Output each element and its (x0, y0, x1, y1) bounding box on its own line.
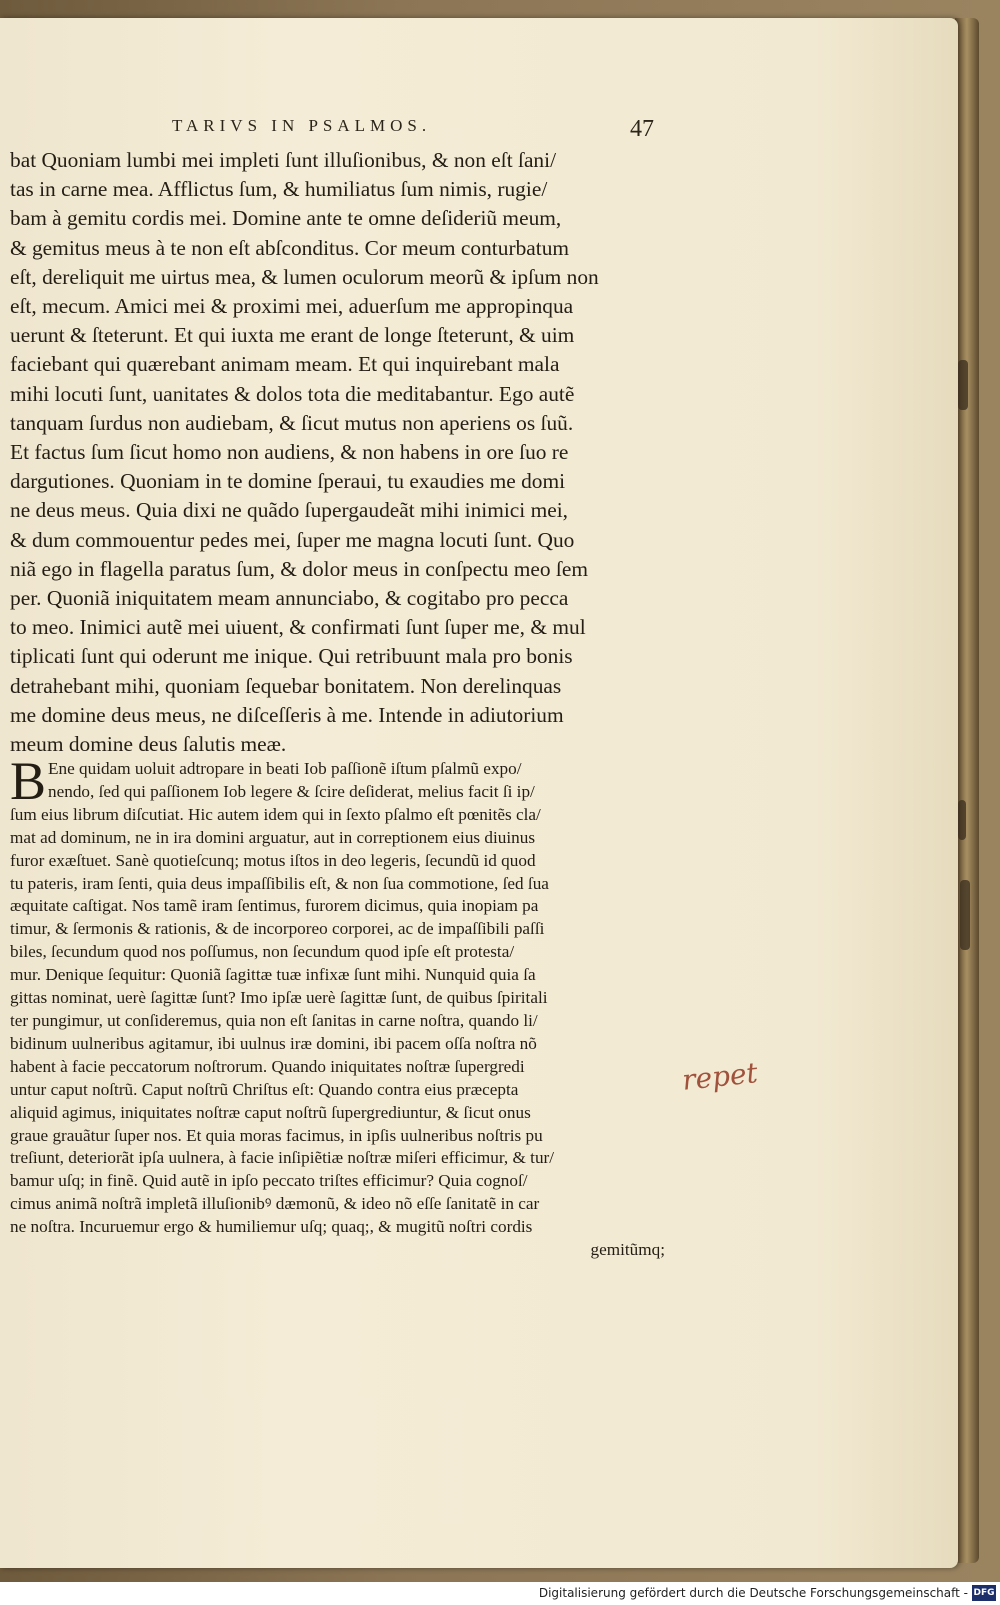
psalm-line: bat Quoniam lumbi mei impleti ſunt illuſionibus, & non eſt ſani/ (10, 148, 557, 172)
psalm-line: bam à gemitu cordis mei. Domine ante te omne deſideriũ meum, (10, 206, 562, 231)
footer-bar (0, 1582, 1000, 1605)
psalm-line: tanquam ſurdus non audiebam, & ſicut mutus non aperiens os ſuũ. (10, 410, 574, 435)
commentary-line: gittas nominat, uerè ſagittæ ſunt? Imo ipſæ uerè ſagittæ ſunt, de quibus ſpiritali (10, 988, 548, 1008)
handwritten-annotation: repet (680, 1056, 760, 1097)
psalm-line: uerunt & ſteterunt. Et qui iuxta me erant de longe ſteterunt, & uim (10, 323, 575, 348)
psalm-line: dargutiones. Quoniam in te domine ſperaui, tu exaudies me domi (10, 469, 566, 494)
commentary-line: untur caput noſtrũ. Caput noſtrũ Chriſtus eſt: Quando contra eius præcepta (10, 1079, 519, 1099)
psalm-line: niã ego in flagella paratus ſum, & dolor meus in conſpectu meo ſem (10, 556, 588, 581)
dfg-logo: DFG (972, 1585, 996, 1601)
psalm-line: Et factus ſum ſicut homo non audiens, & non habens in ore ſuo re (10, 440, 569, 465)
margin-ink-mark (960, 880, 970, 950)
psalm-line: tiplicati ſunt qui oderunt me inique. Qui retribuunt mala pro bonis (10, 644, 573, 669)
psalm-line: & dum commouentur pedes mei, ſuper me magna locuti ſunt. Quo (10, 527, 575, 552)
psalm-line: to meo. Inimici autẽ mei uiuent, & confirmati ſunt ſuper me, & mul (10, 615, 586, 640)
commentary-line: ſum eius librum diſcutiat. Hic autem idem qui in ſexto pſalmo eſt pœnitẽs cla/ (10, 804, 541, 824)
margin-ink-mark (958, 360, 968, 410)
psalm-line: meum domine deus ſalutis meæ. (10, 732, 287, 757)
commentary-line: ne noſtra. Incuruemur ergo & humiliemur uſq; quaq;, & mugitũ noſtri cordis (10, 1217, 533, 1237)
page-number: 47 (630, 116, 654, 142)
psalm-line: & gemitus meus à te non eſt abſconditus. Cor meum conturbatum (10, 235, 570, 260)
psalm-line: ne deus meus. Quia dixi ne quãdo ſupergaudeãt mihi inimici mei, (10, 498, 569, 523)
running-head: TARIVS IN PSALMOS. (172, 116, 432, 135)
commentary-line: habent à facie peccatorum noſtrorum. Quando iniquitates noſtræ ſupergredi (10, 1056, 525, 1076)
commentary-line: furor exæſtuet. Sanè quotieſcunq; motus iſtos in deo legeris, ſecundũ id quod (10, 850, 536, 870)
commentary-line: tu pateris, iram ſenti, quia deus impaſſibilis eſt, & non ſua commotione, ſed ſua (10, 873, 549, 893)
commentary-line: timur, & ſermonis & rationis, & de incorporeo corporei, ac de impaſſibili paſſi (10, 919, 545, 939)
commentary-line: bamur uſq; in finẽ. Quid autẽ in ipſo peccato triſtes efficimur? Quia cognoſ/ (10, 1171, 528, 1191)
psalm-line: per. Quoniã iniquitatem meam annunciabo, & cogitabo pro pecca (10, 586, 569, 611)
psalm-line: me domine deus meus, ne diſceſſeris à me. Intende in adiutorium (10, 702, 564, 727)
commentary-line: Ene quidam uoluit adtropare in beati Iob paſſionẽ iſtum pſalmũ expo/ (48, 759, 522, 778)
drop-initial: B (10, 751, 47, 811)
commentary-line: nendo, ſed qui paſſionem Iob legere & ſcire deſiderat, melius facit ſi ip/ (48, 781, 535, 801)
page-edge (955, 18, 979, 1563)
psalm-line: tas in carne mea. Afflictus ſum, & humiliatus ſum nimis, rugie/ (10, 177, 548, 202)
psalm-line: detrahebant mihi, quoniam ſequebar bonitatem. Non derelinquas (10, 673, 562, 698)
commentary-line: graue grauãtur ſuper nos. Et quia moras facimus, in ipſis uulneribus noſtris pu (10, 1125, 543, 1145)
commentary-line: mat ad dominum, ne in ira domini arguatur, aut in correptionem eius diuinus (10, 827, 536, 847)
commentary-line: æquitate caſtigat. Nos tamẽ iram ſentimus, furorem dicimus, quia inopiam pa (10, 896, 539, 916)
commentary-line: biles, ſecundum quod nos poſſumus, non ſecundum quod ipſe eſt protesta/ (10, 942, 515, 962)
footer-credit: Digitalisierung gefördert durch die Deutsche Forschungsgemeinschaft - (538, 1586, 968, 1600)
commentary-text (10, 751, 665, 1262)
psalm-line: faciebant qui quærebant animam meam. Et qui inquirebant mala (10, 352, 560, 377)
commentary-line: mur. Denique ſequitur: Quoniã ſagittæ tuæ infixæ ſunt mihi. Nunquid quia ſa (10, 965, 536, 985)
commentary-line: ter pungimur, ut conſideremus, quia non eſt ſanitas in carne noſtra, quando li/ (10, 1010, 538, 1030)
margin-ink-mark (958, 800, 966, 840)
commentary-line: treſiunt, deteriorãt ipſa uulnera, à facie inſipiẽtiæ noſtræ miſeri efficimur, & tur/ (10, 1148, 555, 1168)
psalm-line: eſt, dereliquit me uirtus mea, & lumen oculorum meorũ & ipſum non (10, 264, 599, 289)
commentary-line: cimus animã noſtrã impletã illuſionibꝰ dæmonũ, & ideo nõ eſſe ſanitatẽ in car (10, 1194, 540, 1214)
commentary-line: bidinum uulneribus agitamur, ibi uulnus iræ domini, ibi pacem oſſa noſtra nõ (10, 1033, 537, 1053)
commentary-line: aliquid agimus, iniquitates noſtræ caput noſtrũ ſupergrediuntur, & ſicut onus (10, 1102, 531, 1122)
psalm-text (10, 146, 665, 759)
psalm-line: eſt, mecum. Amici mei & proximi mei, aduerſum me appropinqua (10, 294, 574, 319)
psalm-line: mihi locuti ſunt, uanitates & dolos tota die meditabantur. Ego autẽ (10, 381, 575, 406)
catchword: gemitũmq; (590, 1240, 665, 1260)
